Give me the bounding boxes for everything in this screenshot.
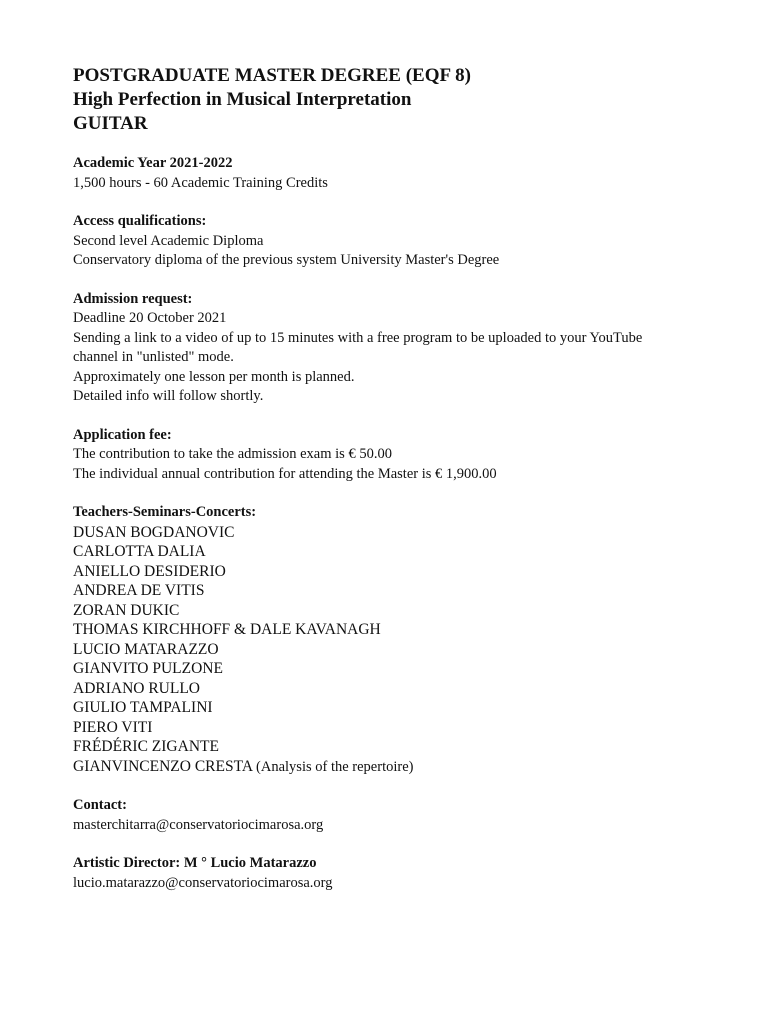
section-admission-request bbox=[73, 290, 733, 407]
teacher-name: PIERO VITI bbox=[73, 718, 153, 736]
section-teachers bbox=[73, 503, 733, 777]
section-application-fee bbox=[73, 426, 733, 485]
document-page bbox=[73, 64, 733, 912]
teachers-heading: Teachers-Seminars-Concerts: bbox=[73, 504, 257, 520]
teacher-name: ZORAN DUKIC bbox=[73, 601, 180, 619]
title-program: High Perfection in Musical Interpretation bbox=[73, 89, 412, 110]
admission-video-instructions: Sending a link to a video of up to 15 minutes with a free program to be uploaded to your YouTube channel in "unlisted" mode. bbox=[73, 329, 643, 365]
teacher-name: THOMAS KIRCHHOFF & DALE KAVANAGH bbox=[73, 621, 381, 638]
teacher-name: CARLOTTA DALIA bbox=[73, 543, 206, 560]
section-academic-year bbox=[73, 154, 733, 193]
section-access-qualifications bbox=[73, 212, 733, 271]
director-email: lucio.matarazzo@conservatoriocimarosa.org bbox=[73, 874, 333, 891]
title-instrument: GUITAR bbox=[73, 113, 148, 134]
access-line: Conservatory diploma of the previous system University Master's Degree bbox=[73, 252, 500, 268]
fee-heading: Application fee: bbox=[73, 426, 172, 443]
teacher-name: ANIELLO DESIDERIO bbox=[73, 562, 226, 580]
admission-deadline: Deadline 20 October 2021 bbox=[73, 310, 227, 326]
academic-year-hours: 1,500 hours - 60 Academic Training Credits bbox=[73, 174, 328, 191]
document-title bbox=[73, 64, 733, 136]
teacher-name: GIULIO TAMPALINI bbox=[73, 699, 213, 716]
access-heading: Access qualifications: bbox=[73, 213, 207, 229]
admission-lessons: Approximately one lesson per month is planned. bbox=[73, 368, 355, 385]
teacher-name: GIANVITO PULZONE bbox=[73, 660, 223, 677]
teacher-note: (Analysis of the repertoire) bbox=[256, 758, 414, 775]
teacher-name-with-note bbox=[73, 757, 733, 778]
admission-heading: Admission request: bbox=[73, 290, 193, 307]
teacher-name: DUSAN BOGDANOVIC bbox=[73, 523, 235, 541]
director-heading: Artistic Director: M ° Lucio Matarazzo bbox=[73, 855, 317, 871]
section-contact bbox=[73, 796, 733, 835]
teacher-name: ADRIANO RULLO bbox=[73, 679, 201, 697]
teacher-name: ANDREA DE VITIS bbox=[73, 582, 205, 599]
teacher-name: GIANVINCENZO CRESTA bbox=[73, 757, 253, 775]
title-degree: POSTGRADUATE MASTER DEGREE (EQF 8) bbox=[73, 65, 471, 86]
teacher-name: LUCIO MATARAZZO bbox=[73, 640, 219, 658]
teacher-name: FRÉDÉRIC ZIGANTE bbox=[73, 738, 219, 755]
admission-info: Detailed info will follow shortly. bbox=[73, 388, 264, 404]
fee-exam: The contribution to take the admission exam is € 50.00 bbox=[73, 446, 392, 462]
contact-heading: Contact: bbox=[73, 797, 127, 813]
academic-year-heading: Academic Year 2021-2022 bbox=[73, 155, 233, 171]
section-artistic-director bbox=[73, 854, 733, 893]
fee-annual: The individual annual contribution for attending the Master is € 1,900.00 bbox=[73, 465, 497, 482]
access-line: Second level Academic Diploma bbox=[73, 232, 264, 249]
contact-email: masterchitarra@conservatoriocimarosa.org bbox=[73, 816, 324, 833]
